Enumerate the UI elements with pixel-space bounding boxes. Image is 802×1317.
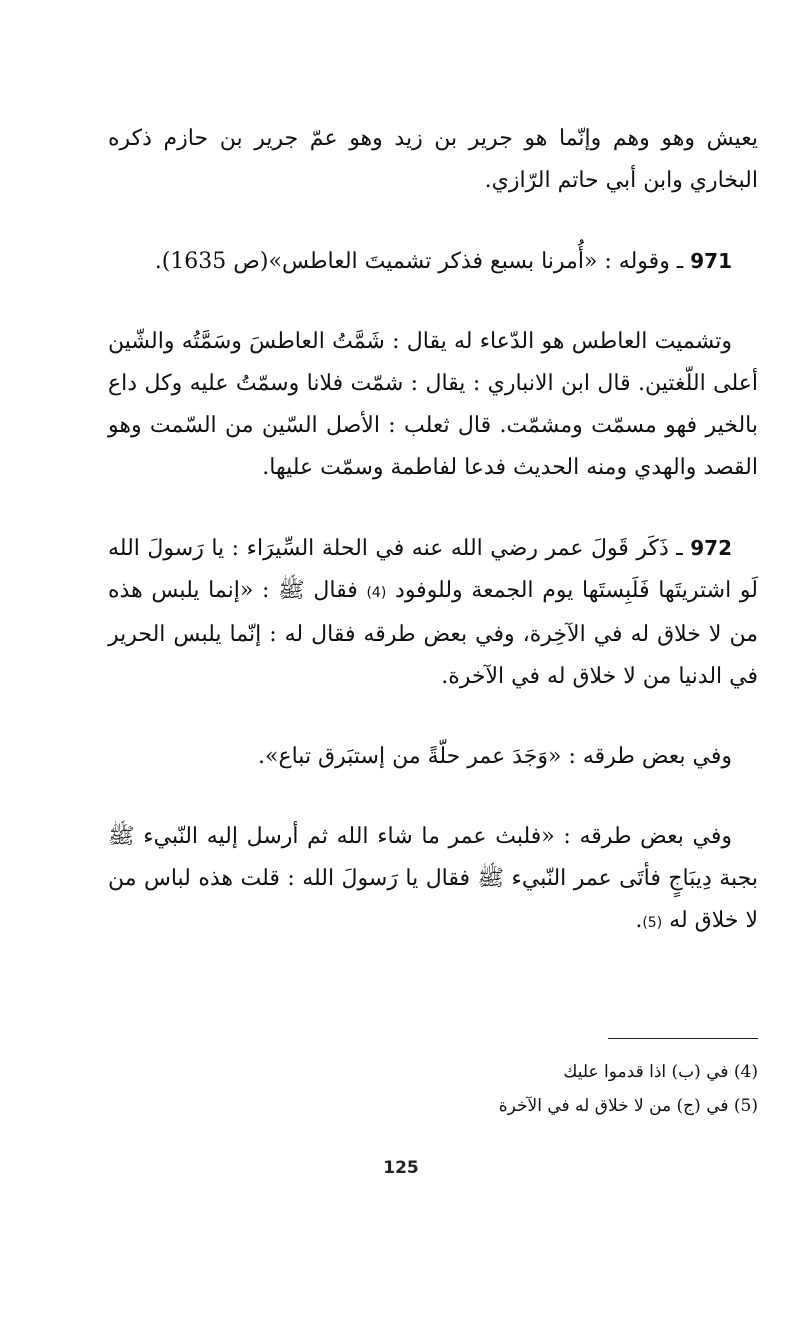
entry-971 xyxy=(108,240,758,283)
paragraph-tashmit xyxy=(108,321,758,489)
entry-text-cont: فقال ﷺ : «إنما يلبس هذه من لا خلاق له في الآخِرة، وفي بعض طرقه فقال له : إنّما يلبس الحرير في الدنيا من لا خلاق له في الآخرة. xyxy=(108,578,758,689)
footnote-5: (5) في (ج) من لا خلاق له في الآخرة xyxy=(498,1096,758,1116)
footnote-divider xyxy=(608,1038,758,1039)
paragraph-text: يعيش وهو وهم وإنّما هو جرير بن زيد وهو عمّ جرير بن حازم ذكره البخاري وابن أبي حاتم الرّازي. xyxy=(108,126,758,193)
paragraph-text: وفي بعض طرقه : «فلبث عمر ما شاء الله ثم أرسل إليه النّبيء ﷺ بجبة دِيبَاجٍ فأتَى عمر النّبيء ﷺ فقال يا رَسولَ الله : قلت هذه لباس من لا خلاق له xyxy=(108,824,758,933)
paragraph-continuation xyxy=(108,118,758,202)
footnote-ref-4[interactable]: (4) xyxy=(366,585,387,601)
entry-972 xyxy=(108,527,758,698)
entry-text: ـ وقوله : «أُمرنا بسبع فذكر تشميتَ العاطس»(ص 1635). xyxy=(154,249,691,274)
page-body xyxy=(108,118,758,944)
page-number: 125 xyxy=(383,1158,419,1178)
footnote-ref-5[interactable]: (5) xyxy=(642,915,663,931)
paragraph-some-ways-1 xyxy=(108,736,758,778)
footnote-4: (4) في (ب) اذا قدموا عليك xyxy=(563,1062,758,1082)
paragraph-text: وفي بعض طرقه : «وَجَدَ عمر حلّةً من إستبَرق تباع». xyxy=(258,744,732,769)
paragraph-some-ways-2 xyxy=(108,816,758,944)
paragraph-text-cont: . xyxy=(635,908,643,933)
entry-number: 972 xyxy=(690,536,732,560)
entry-text: ـ ذَكَر قَولَ عمر رضي الله عنه في الحلة السِّيرَاء : يا رَسولَ الله لَو اشتريتَها فَلَبِستَها يوم الجمعة وللوفود xyxy=(108,536,758,603)
footnotes xyxy=(108,1038,758,1123)
paragraph-text: وتشميت العاطس هو الدّعاء له يقال : شَمَّتُ العاطسَ وسَمَّتُه والشّين أعلى اللّغتين. قال ابن الانباري : يقال : شمّت فلانا وسمّتُ عليه وكل داع بالخير فهو مسمّت ومشمّت. قال ثعلب : الأصل السّين من السّمت وهو القصد والهدي ومنه الحديث فدعا لفاطمة وسمّت عليها. xyxy=(108,329,758,480)
entry-number: 971 xyxy=(690,249,732,273)
